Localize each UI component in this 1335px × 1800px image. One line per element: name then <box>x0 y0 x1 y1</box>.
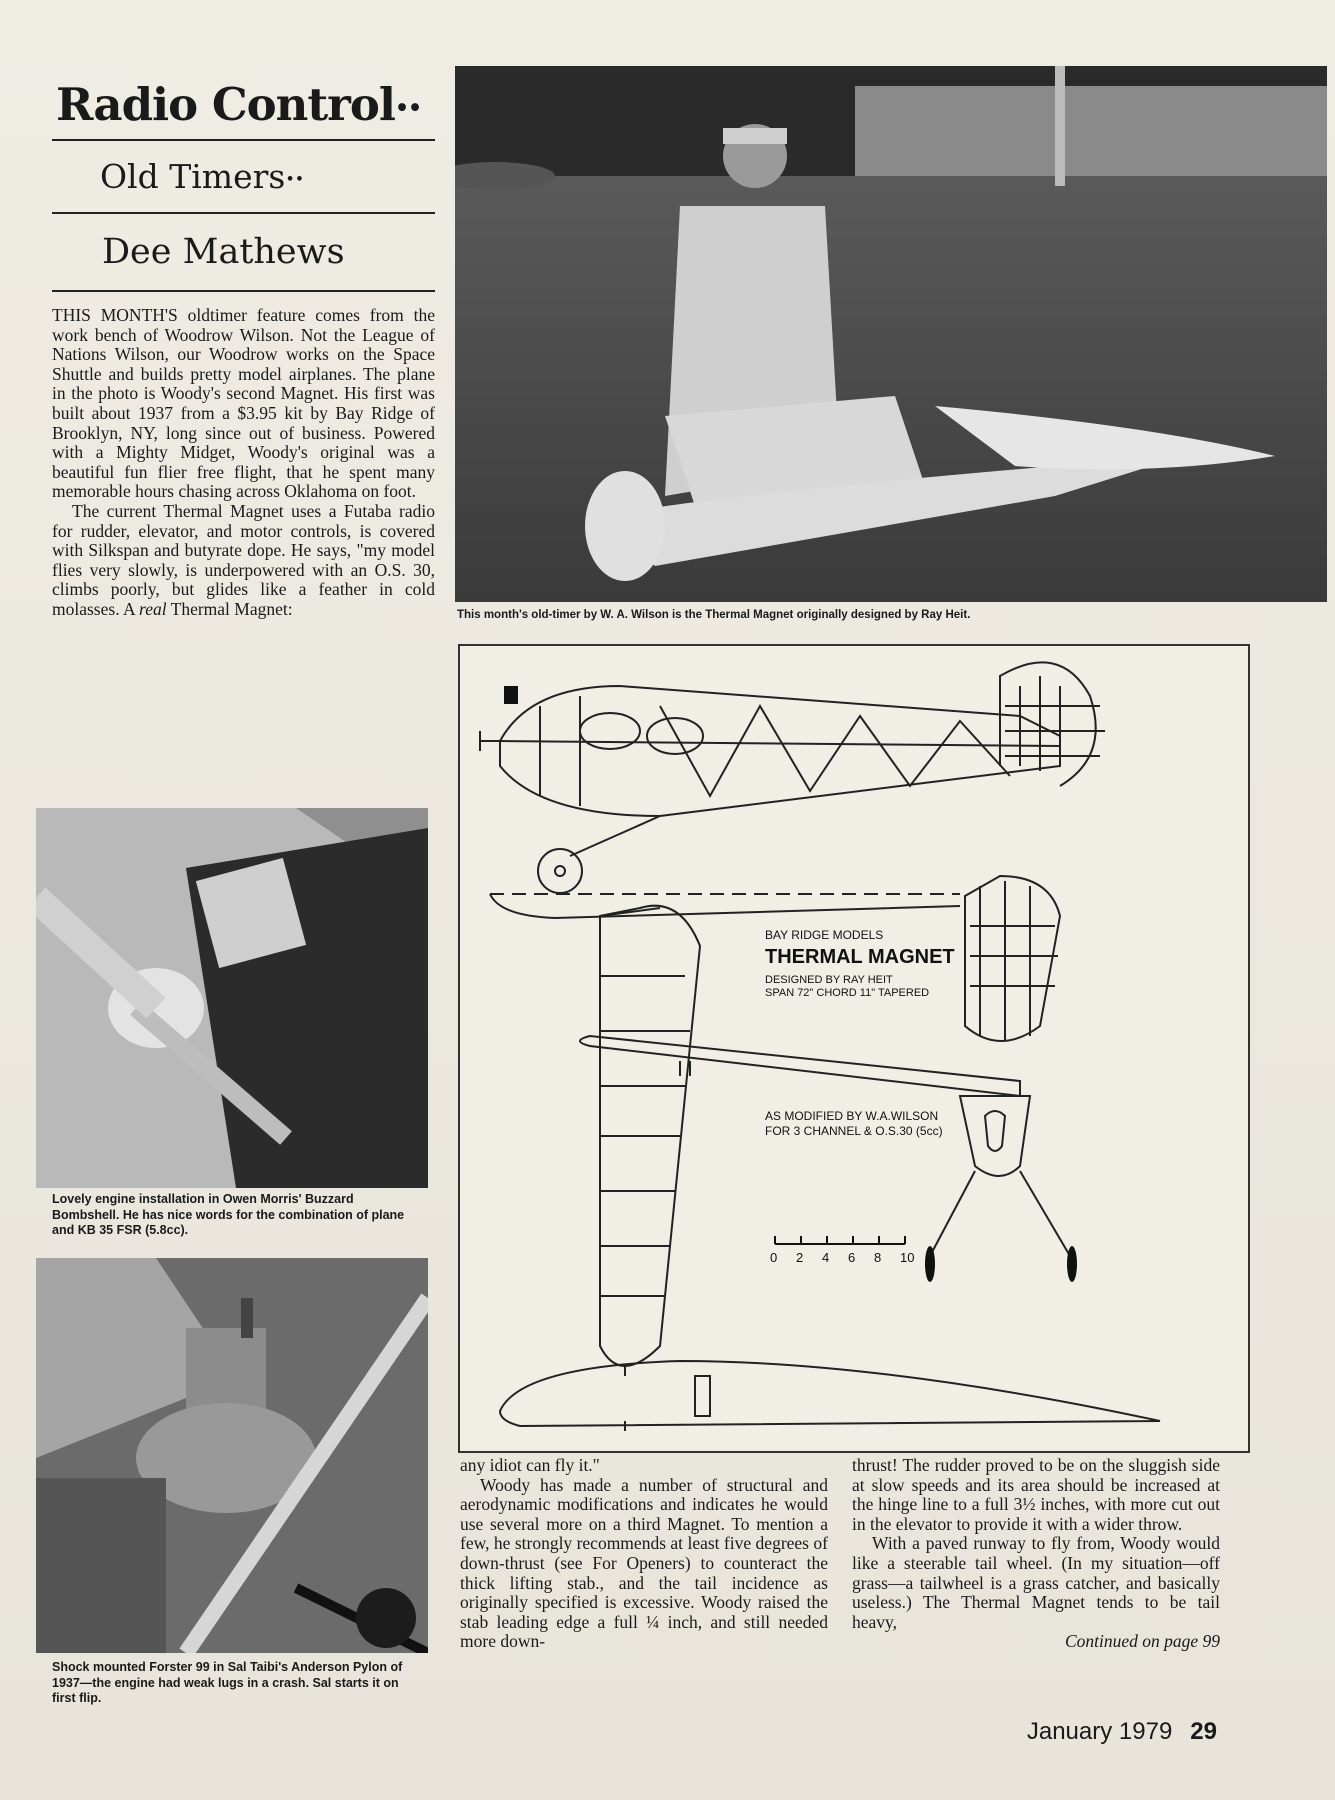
plan-modified-line-1: AS MODIFIED BY W.A.WILSON <box>765 1109 939 1123</box>
engine-photo-caption: Lovely engine installation in Owen Morris' Buzzard Bombshell. He has nice words for the combination of plane and KB 35 FSR (5.8cc). <box>52 1192 405 1237</box>
main-photo-caption: This month's old-timer by W. A. Wilson is the Thermal Magnet originally designed by Ray Heit. <box>457 609 971 621</box>
middle-paragraph-1: any idiot can fly it." <box>460 1455 600 1475</box>
page-number: 29 <box>1190 1718 1217 1745</box>
middle-paragraph-2: Woody has made a number of structural and aerodynamic modifications and indicates he would use several more on a third Magnet. To mention a few, he strongly recommends at least five degrees of down-thrust (see For Openers) to counteract the thick lifting stab., and the tail incidence as originally specified is excessive. Woody raised the stab leading edge a full ¼ inch, and still needed more down- <box>460 1474 828 1652</box>
forster-photo-caption: Shock mounted Forster 99 in Sal Taibi's Anderson Pylon of 1937—the engine had weak lugs in a crash. Sal starts it on first flip. <box>52 1660 403 1705</box>
plan-maker-label: BAY RIDGE MODELS <box>765 928 884 942</box>
plan-designer: DESIGNED BY RAY HEIT <box>765 974 893 986</box>
right-paragraph-2: With a paved runway to fly from, Woody would like a steerable tail wheel. (In my situation—off grass—a tailwheel is a grass catcher, and basically useless.) The Thermal Magnet tends to be tail heavy, <box>852 1533 1220 1632</box>
right-text-column <box>852 1456 1220 1652</box>
department-title: Radio Control•• <box>56 78 422 131</box>
header-rule-3 <box>52 290 435 292</box>
column-subtitle: Old Timers•• <box>100 157 305 196</box>
plan-linework <box>460 646 1248 1451</box>
middle-text-column <box>460 1456 828 1652</box>
scale-tick-2: 2 <box>796 1250 804 1265</box>
forster-engine-photo <box>36 1258 428 1653</box>
issue-date: January 1979 <box>1026 1718 1173 1745</box>
header-rule <box>52 139 435 141</box>
right-paragraph-1: thrust! The rudder proved to be on the sluggish side at slow speeds and its area should be increased at the hinge line to a full 3½ inches, with more cut out in the elevator to provide it with a wider throw. <box>852 1455 1220 1534</box>
header-rule-2 <box>52 212 435 214</box>
thermal-magnet-plan-drawing <box>458 644 1250 1453</box>
engine-photo-buzzard-bombshell <box>36 808 428 1188</box>
scale-tick-6: 6 <box>848 1250 856 1265</box>
left-column <box>52 60 435 620</box>
page-folio <box>1027 1718 1217 1746</box>
main-photo-woody-with-plane <box>455 66 1327 602</box>
intro-text <box>52 306 435 620</box>
plan-scale-ticks <box>770 1250 926 1265</box>
plan-model-name: THERMAL MAGNET <box>765 946 955 968</box>
plan-specs: SPAN 72" CHORD 11" TAPERED <box>765 987 930 999</box>
scale-tick-4: 4 <box>822 1250 830 1265</box>
plan-modified-line-2: FOR 3 CHANNEL & O.S.30 (5cc) <box>765 1124 943 1138</box>
intro-paragraph-2: The current Thermal Magnet uses a Futaba radio for rudder, elevator, and motor controls, is covered with Silkspan and butyrate dope. He says, "my model flies very slowly, is underpowered with an O.S. 30, climbs poorly, but glides like a feather in cold molasses. A real Thermal Magnet: <box>52 500 435 619</box>
author-byline: Dee Mathews <box>102 232 345 272</box>
continued-note: Continued on page 99 <box>1064 1631 1220 1652</box>
intro-paragraph-1: THIS MONTH'S oldtimer feature comes from the work bench of Woodrow Wilson. Not the League of Nations Wilson, our Woodrow works on the Space Shuttle and builds pretty model airplanes. The plane in the photo is Woody's second Magnet. His first was built about 1937 from a $3.95 kit by Bay Ridge of Brooklyn, NY, long since out of business. Powered with a Mighty Midget, Woody's original was a beautiful fun flier free flight, that he spent many memorable hours chasing across Oklahoma on foot. <box>52 305 436 502</box>
scale-tick-0: 0 <box>770 1250 778 1265</box>
scale-tick-8: 8 <box>874 1250 882 1265</box>
scale-tick-10: 10 <box>900 1250 915 1265</box>
